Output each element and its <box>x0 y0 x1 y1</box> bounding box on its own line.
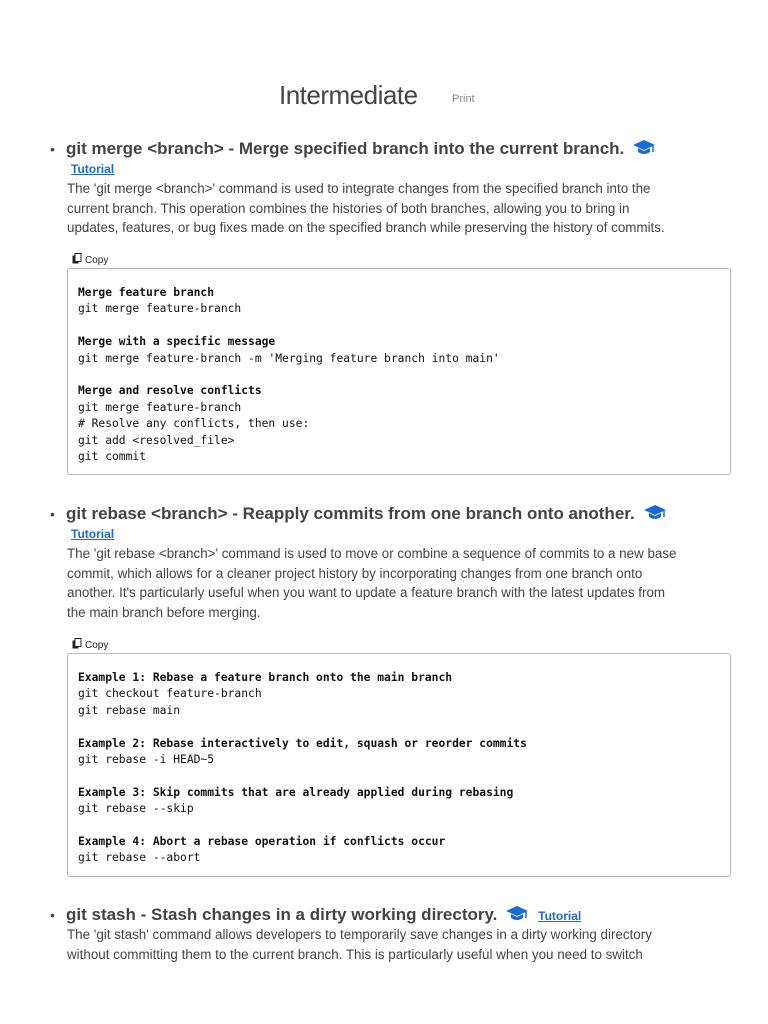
code-block[interactable] <box>67 653 731 877</box>
code-line: git rebase main <box>78 703 181 717</box>
section-description <box>67 925 729 964</box>
description-line: current branch. This operation combines the histories of both branches, allowing you to bring in <box>67 200 630 216</box>
description-line: commit, which allows for a cleaner project history by incorporating changes from one branch onto <box>67 565 643 581</box>
description-line: the main branch before merging. <box>67 604 261 620</box>
code-line: Merge feature branch <box>78 286 215 299</box>
code-line <box>78 318 720 334</box>
copy-icon <box>72 638 82 652</box>
section-heading <box>66 138 656 161</box>
description-line: The 'git merge <branch>' command is used to integrate changes from the specified branch into the <box>67 181 651 196</box>
code-line <box>78 818 720 834</box>
description-line: updates, features, or bug fixes made on the specified branch while preserving the history of commits. <box>67 220 665 236</box>
section-heading-text: git stash - Stash changes in a dirty working directory. <box>66 904 498 924</box>
code-line: git commit <box>78 449 147 463</box>
code-line: git add <resolved_file> <box>78 433 235 447</box>
code-line: git merge feature-branch -m 'Merging feature branch into main' <box>78 351 500 365</box>
code-line: Merge and resolve conflicts <box>78 384 262 398</box>
code-line <box>78 768 720 784</box>
code-block[interactable] <box>67 268 731 475</box>
description-line: another. It's particularly useful when you want to update a feature branch with the latest updates from <box>67 585 666 601</box>
print-link[interactable]: Print <box>452 93 475 105</box>
code-line <box>78 367 720 383</box>
section-heading <box>66 503 667 526</box>
page-header <box>0 80 768 114</box>
section-heading-text: git rebase <branch> - Reapply commits from one branch onto another. <box>66 503 635 523</box>
code-line: git merge feature-branch <box>78 400 242 414</box>
copy-icon <box>72 253 82 267</box>
section-description <box>67 544 729 622</box>
copy-label: Copy <box>85 254 109 266</box>
tutorial-link[interactable]: Tutorial <box>71 527 115 541</box>
code-line: git merge feature-branch <box>78 302 242 316</box>
code-line: git checkout feature-branch <box>78 687 262 701</box>
description-line: The 'git stash' command allows developers to temporarily save changes in a dirty working directory <box>67 927 652 942</box>
bullet: • <box>50 907 55 923</box>
code-line: Example 2: Rebase interactively to edit, squash or reorder commits <box>78 736 527 750</box>
description-line: without committing them to the current branch. This is particularly useful when you need to switch <box>67 946 643 962</box>
section-description <box>67 179 729 238</box>
code-line: Merge with a specific message <box>78 335 276 349</box>
code-line: Example 3: Skip commits that are already applied during rebasing <box>78 785 514 799</box>
section-heading <box>66 904 581 927</box>
graduation-cap-icon[interactable] <box>505 904 529 927</box>
code-line: Example 4: Abort a rebase operation if conflicts occur <box>78 834 446 848</box>
code-line <box>78 719 720 735</box>
code-line: # Resolve any conflicts, then use: <box>78 417 310 431</box>
code-line: Example 1: Rebase a feature branch onto the main branch <box>78 671 453 684</box>
bullet: • <box>50 141 55 157</box>
section-heading-text: git merge <branch> - Merge specified branch into the current branch. <box>66 138 625 158</box>
tutorial-link[interactable]: Tutorial <box>71 162 115 176</box>
description-line: The 'git rebase <branch>' command is used to move or combine a sequence of commits to a new base <box>67 546 677 561</box>
tutorial-link[interactable]: Tutorial <box>538 908 582 923</box>
bullet: • <box>50 506 55 522</box>
graduation-cap-icon[interactable] <box>643 503 667 526</box>
page-title: Intermediate <box>279 80 418 110</box>
copy-button[interactable] <box>72 253 108 267</box>
code-line: git rebase --skip <box>78 802 194 816</box>
code-line: git rebase -i HEAD~5 <box>78 752 215 766</box>
graduation-cap-icon[interactable] <box>632 138 656 161</box>
copy-label: Copy <box>85 639 109 651</box>
copy-button[interactable] <box>72 638 108 652</box>
code-line: git rebase --abort <box>78 851 201 865</box>
